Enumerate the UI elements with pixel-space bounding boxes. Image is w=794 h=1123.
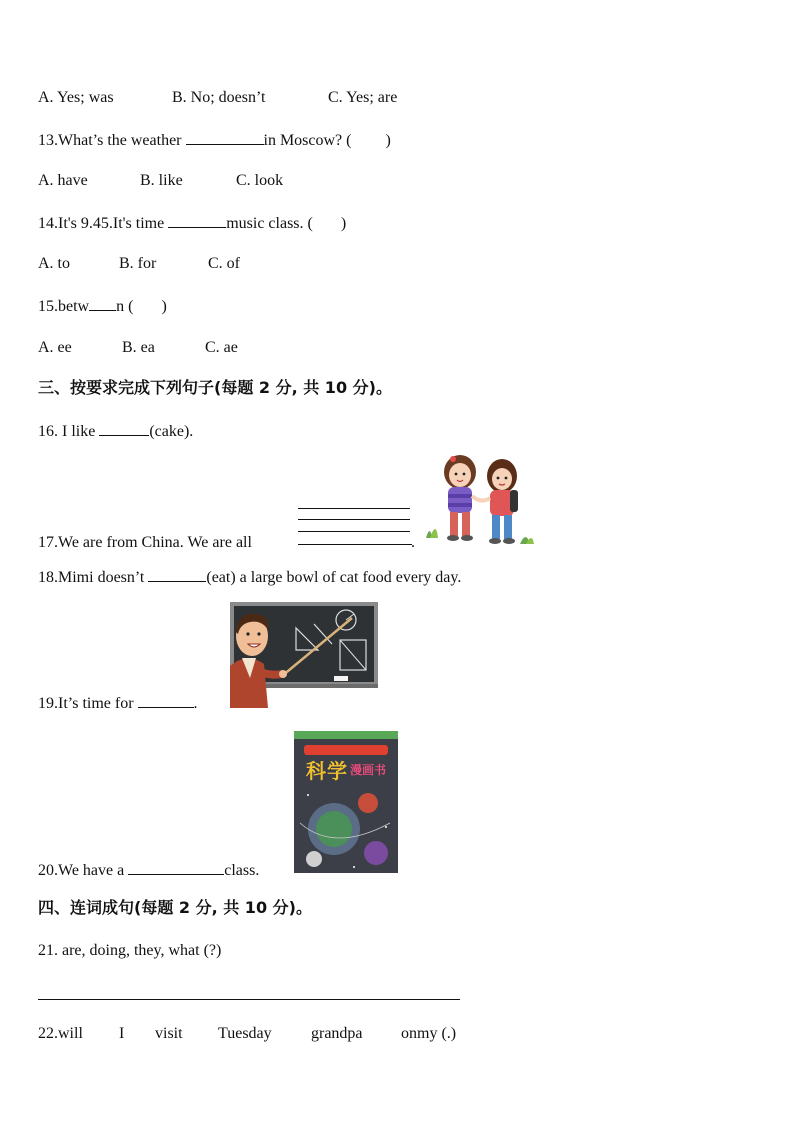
q15-text-before: 15.betw [38, 298, 90, 315]
q20-text-before: 20.We have a [38, 862, 129, 879]
q15-text-after: n ( [116, 298, 134, 315]
book-title: 科学 [306, 759, 348, 783]
q17-answer-line-2[interactable] [298, 519, 410, 520]
q16-text-before: 16. I like [38, 423, 100, 440]
q12-option-b: B. No; doesn’t [172, 89, 266, 106]
q14-option-b: B. for [119, 255, 157, 272]
q19-period: . [193, 695, 198, 712]
book-top-stripe [294, 731, 398, 739]
q15-option-c: C. ae [205, 339, 238, 356]
section-3-heading: 三、按要求完成下列句子(每题 2 分, 共 10 分)。 [38, 378, 392, 397]
q14-text-before: 14.It's 9.45.It's time [38, 215, 169, 232]
q12-option-c: C. Yes; are [328, 89, 398, 106]
q22-word-1: 22.will [38, 1025, 83, 1042]
q15-close-paren: ) [161, 298, 167, 315]
q14-option-c: C. of [208, 255, 240, 272]
q18-text-after: (eat) a large bowl of cat food every day. [206, 569, 462, 586]
q20-text-after: class. [224, 862, 260, 879]
q20-answer-blank[interactable] [128, 860, 224, 875]
q13-answer-blank[interactable] [186, 130, 264, 145]
q13-close-paren: ) [385, 132, 391, 149]
book-cover-art [294, 783, 398, 873]
q18-text-before: 18.Mimi doesn’t [38, 569, 149, 586]
two-girls-illustration [420, 452, 538, 550]
science-comic-book-cover [294, 731, 398, 873]
question-21: 21. are, doing, they, what (?) [38, 942, 222, 959]
q15-option-b: B. ea [122, 339, 155, 356]
q15-option-a: A. ee [38, 339, 72, 356]
section-4-heading: 四、连词成句(每题 2 分, 共 10 分)。 [38, 898, 312, 917]
q22-word-4: Tuesday [218, 1025, 272, 1042]
q12-option-a: A. Yes; was [38, 89, 114, 106]
q13-option-c: C. look [236, 172, 284, 189]
q22-word-5: grandpa [311, 1025, 363, 1042]
q19-text-before: 19.It’s time for [38, 695, 138, 712]
q15-answer-blank[interactable] [89, 296, 116, 311]
q16-answer-blank[interactable] [99, 421, 149, 436]
q14-option-a: A. to [38, 255, 70, 272]
q15-options [38, 338, 238, 358]
book-subtitle: 漫画书 [350, 763, 387, 777]
q22-word-3: visit [155, 1025, 183, 1042]
question-17 [38, 533, 252, 553]
question-18 [38, 567, 461, 588]
q19-answer-blank[interactable] [138, 693, 194, 708]
q14-answer-blank[interactable] [168, 213, 226, 228]
q16-text-after: (cake). [149, 423, 194, 440]
question-22 [38, 1024, 456, 1044]
q22-word-2: I [119, 1025, 125, 1042]
q18-answer-blank[interactable] [148, 567, 206, 582]
q14-text-after: music class. ( [226, 215, 313, 232]
q13-text-before: 13.What’s the weather [38, 132, 186, 149]
question-19 [38, 693, 198, 714]
q13-option-b: B. like [140, 172, 183, 189]
q17-answer-line-4[interactable] [298, 544, 412, 545]
question-15 [38, 296, 167, 317]
q21-answer-line[interactable] [38, 999, 460, 1000]
q17-answer-line-3[interactable] [298, 531, 410, 532]
q13-text-after: in Moscow? ( [263, 132, 352, 149]
q17-answer-line-1[interactable] [298, 508, 410, 509]
q12-options [38, 88, 397, 108]
book-banner [304, 745, 388, 755]
q13-option-a: A. have [38, 172, 88, 189]
q14-options [38, 254, 240, 274]
question-20 [38, 860, 259, 881]
q13-options [38, 171, 283, 191]
teacher-blackboard-illustration [226, 600, 380, 708]
question-13 [38, 130, 391, 151]
question-14 [38, 213, 346, 234]
question-16 [38, 421, 193, 442]
q22-word-6: onmy (.) [401, 1025, 457, 1042]
q17-text: 17.We are from China. We are all [38, 534, 252, 551]
q14-close-paren: ) [340, 215, 347, 232]
q17-period: . [411, 534, 415, 551]
